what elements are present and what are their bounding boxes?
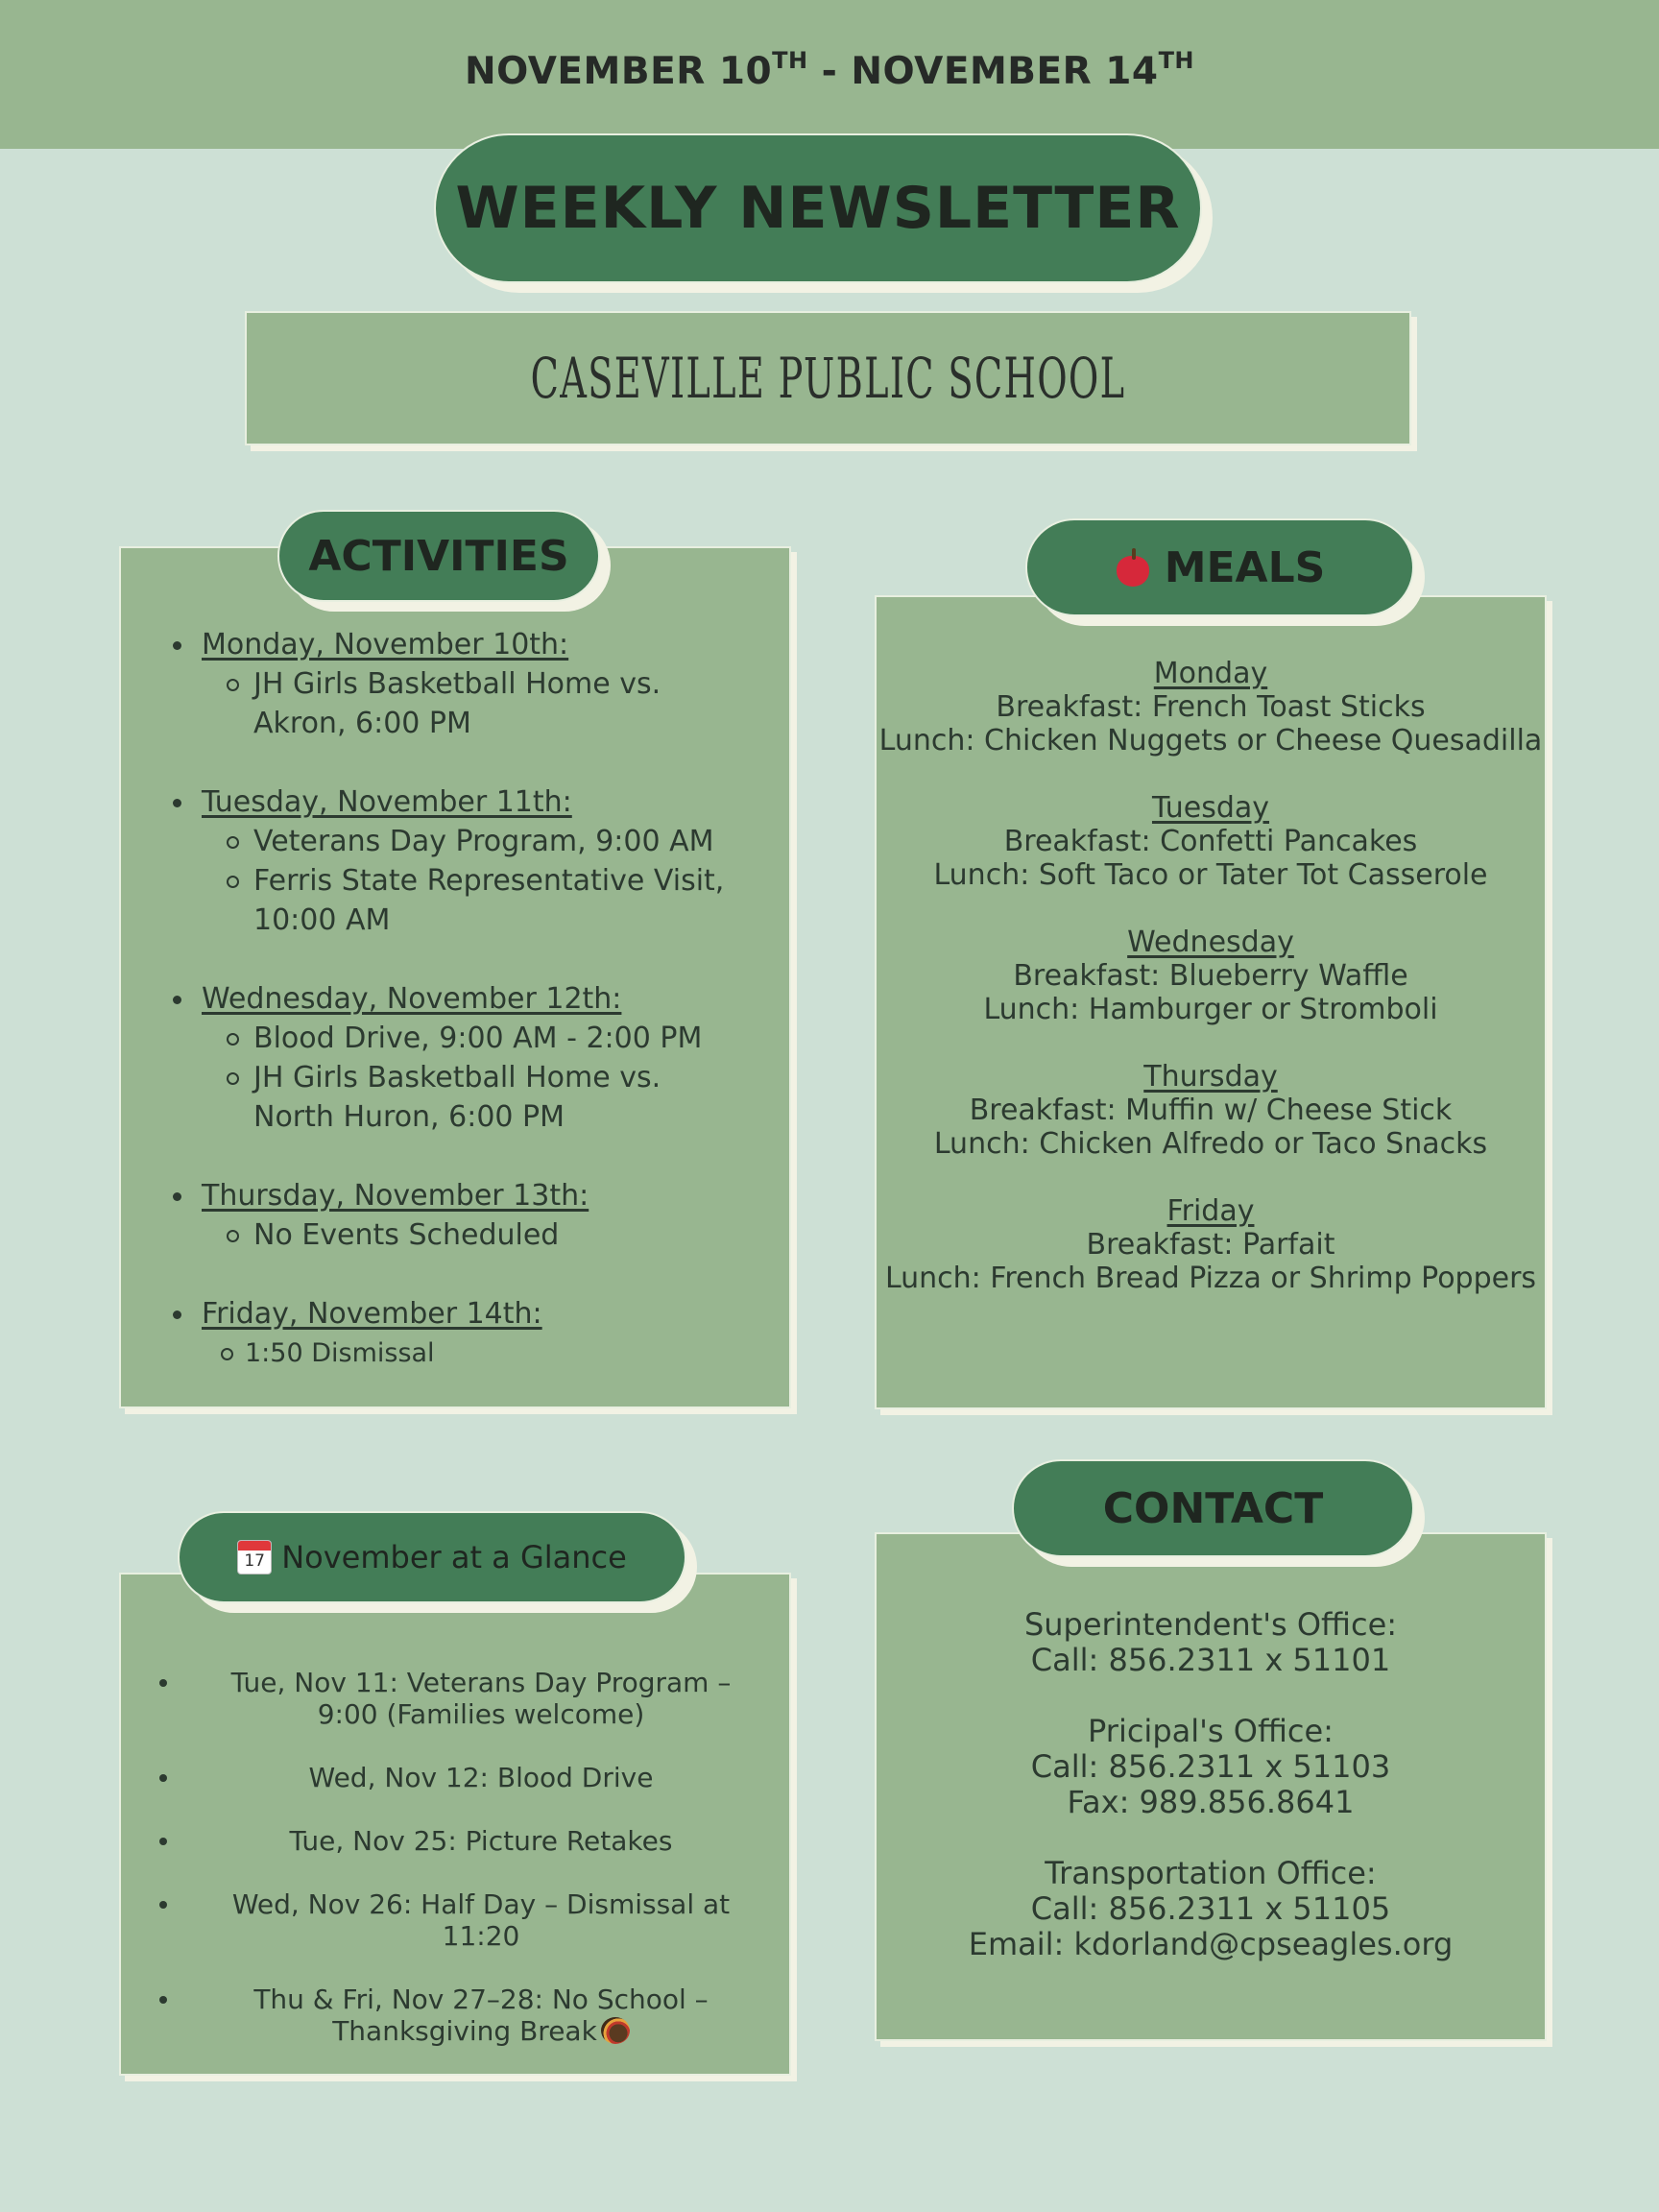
- turkey-icon: [601, 2017, 630, 2044]
- activities-list: [173, 625, 749, 1373]
- activities-card: [119, 546, 791, 1408]
- office-phone: Call: 856.2311 x 51103: [1030, 1748, 1391, 1785]
- day-heading: Thursday, November 13th:: [202, 1179, 589, 1213]
- meal-lunch: Lunch: Chicken Alfredo or Taco Snacks: [933, 1127, 1488, 1161]
- list-item: [877, 926, 1545, 1026]
- event-item: No Events Scheduled: [202, 1215, 749, 1255]
- list-item: [877, 1060, 1545, 1161]
- apple-icon: [1115, 548, 1151, 587]
- list-item: [173, 1176, 749, 1255]
- list-item: Wed, Nov 12: Blood Drive: [159, 1762, 774, 1793]
- list-item: [173, 625, 749, 743]
- event-item: Blood Drive, 9:00 AM - 2:00 PM: [202, 1019, 749, 1058]
- meal-lunch: Lunch: Hamburger or Stromboli: [983, 993, 1438, 1026]
- day-heading: Friday, November 14th:: [202, 1297, 542, 1331]
- event-item: Ferris State Representative Visit, 10:00 AM: [202, 861, 749, 940]
- list-item: [173, 979, 749, 1137]
- contact-block: [877, 1714, 1545, 1820]
- list-item: Tue, Nov 11: Veterans Day Program – 9:00 (Families welcome): [159, 1667, 774, 1730]
- meal-breakfast: Breakfast: French Toast Sticks: [996, 690, 1426, 724]
- list-item: [173, 1294, 749, 1373]
- day-heading: Tuesday, November 11th:: [202, 785, 572, 819]
- meal-breakfast: Breakfast: Confetti Pancakes: [1003, 825, 1418, 858]
- office-fax: Fax: 989.856.8641: [1067, 1784, 1355, 1820]
- meals-list: [877, 657, 1545, 1329]
- glance-list: [159, 1667, 774, 2079]
- newsletter-title: WEEKLY NEWSLETTER: [434, 133, 1202, 283]
- contact-heading: CONTACT: [1012, 1459, 1414, 1557]
- list-item: [159, 1984, 774, 2047]
- meal-day-name: Wednesday: [1127, 926, 1294, 959]
- meal-lunch: Lunch: Soft Taco or Tater Tot Casserole: [933, 858, 1488, 892]
- office-phone: Call: 856.2311 x 51105: [1030, 1890, 1391, 1927]
- meal-breakfast: Breakfast: Blueberry Waffle: [1013, 959, 1408, 993]
- list-item: [877, 1194, 1545, 1295]
- school-name: CASEVILLE PUBLIC SCHOOL: [530, 346, 1126, 411]
- day-heading: Monday, November 10th:: [202, 628, 569, 661]
- list-item: Wed, Nov 26: Half Day – Dismissal at 11:20: [159, 1888, 774, 1952]
- school-name-box: [245, 311, 1411, 445]
- list-item: [173, 782, 749, 940]
- office-phone: Call: 856.2311 x 51101: [1030, 1642, 1391, 1678]
- glance-item-text: Thu & Fri, Nov 27–28: No School – Thanksgiving Break: [253, 1984, 709, 2047]
- meal-lunch: Lunch: Chicken Nuggets or Cheese Quesadilla: [878, 724, 1543, 757]
- meal-lunch: Lunch: French Bread Pizza or Shrimp Poppers: [884, 1262, 1537, 1295]
- meals-heading: MEALS: [1164, 542, 1326, 592]
- office-name: Pricipal's Office:: [1088, 1713, 1334, 1749]
- event-item: JH Girls Basketball Home vs. Akron, 6:00 PM: [202, 664, 749, 743]
- event-item: Veterans Day Program, 9:00 AM: [202, 822, 749, 861]
- contact-block: [877, 1856, 1545, 1962]
- meal-breakfast: Breakfast: Parfait: [1086, 1228, 1335, 1262]
- meal-day-name: Monday: [1153, 657, 1268, 690]
- glance-heading-pill: [178, 1511, 686, 1603]
- office-email[interactable]: Email: kdorland@cpseagles.org: [968, 1926, 1454, 1962]
- glance-heading: November at a Glance: [281, 1539, 627, 1575]
- meal-day-name: Friday: [1166, 1194, 1255, 1228]
- office-name: Superintendent's Office:: [1023, 1606, 1398, 1643]
- contact-block: [877, 1607, 1545, 1678]
- list-item: [877, 791, 1545, 892]
- list-item: [877, 657, 1545, 757]
- meals-card: [875, 595, 1547, 1409]
- day-heading: Wednesday, November 12th:: [202, 982, 622, 1016]
- date-range: NOVEMBER 10TH - NOVEMBER 14TH: [464, 47, 1195, 93]
- event-item: 1:50 Dismissal: [202, 1334, 749, 1373]
- contact-list: [877, 1607, 1545, 1998]
- list-item: Tue, Nov 25: Picture Retakes: [159, 1825, 774, 1857]
- calendar-icon: 17: [237, 1540, 272, 1575]
- meal-day-name: Thursday: [1143, 1060, 1278, 1094]
- event-item: JH Girls Basketball Home vs. North Huron, 6:00 PM: [202, 1058, 749, 1137]
- meal-breakfast: Breakfast: Muffin w/ Cheese Stick: [969, 1094, 1453, 1127]
- meals-heading-pill: [1025, 518, 1414, 616]
- glance-card: [119, 1573, 791, 2076]
- meal-day-name: Tuesday: [1151, 791, 1270, 825]
- contact-card: [875, 1532, 1547, 2041]
- office-name: Transportation Office:: [1045, 1855, 1377, 1891]
- activities-heading: ACTIVITIES: [277, 510, 600, 602]
